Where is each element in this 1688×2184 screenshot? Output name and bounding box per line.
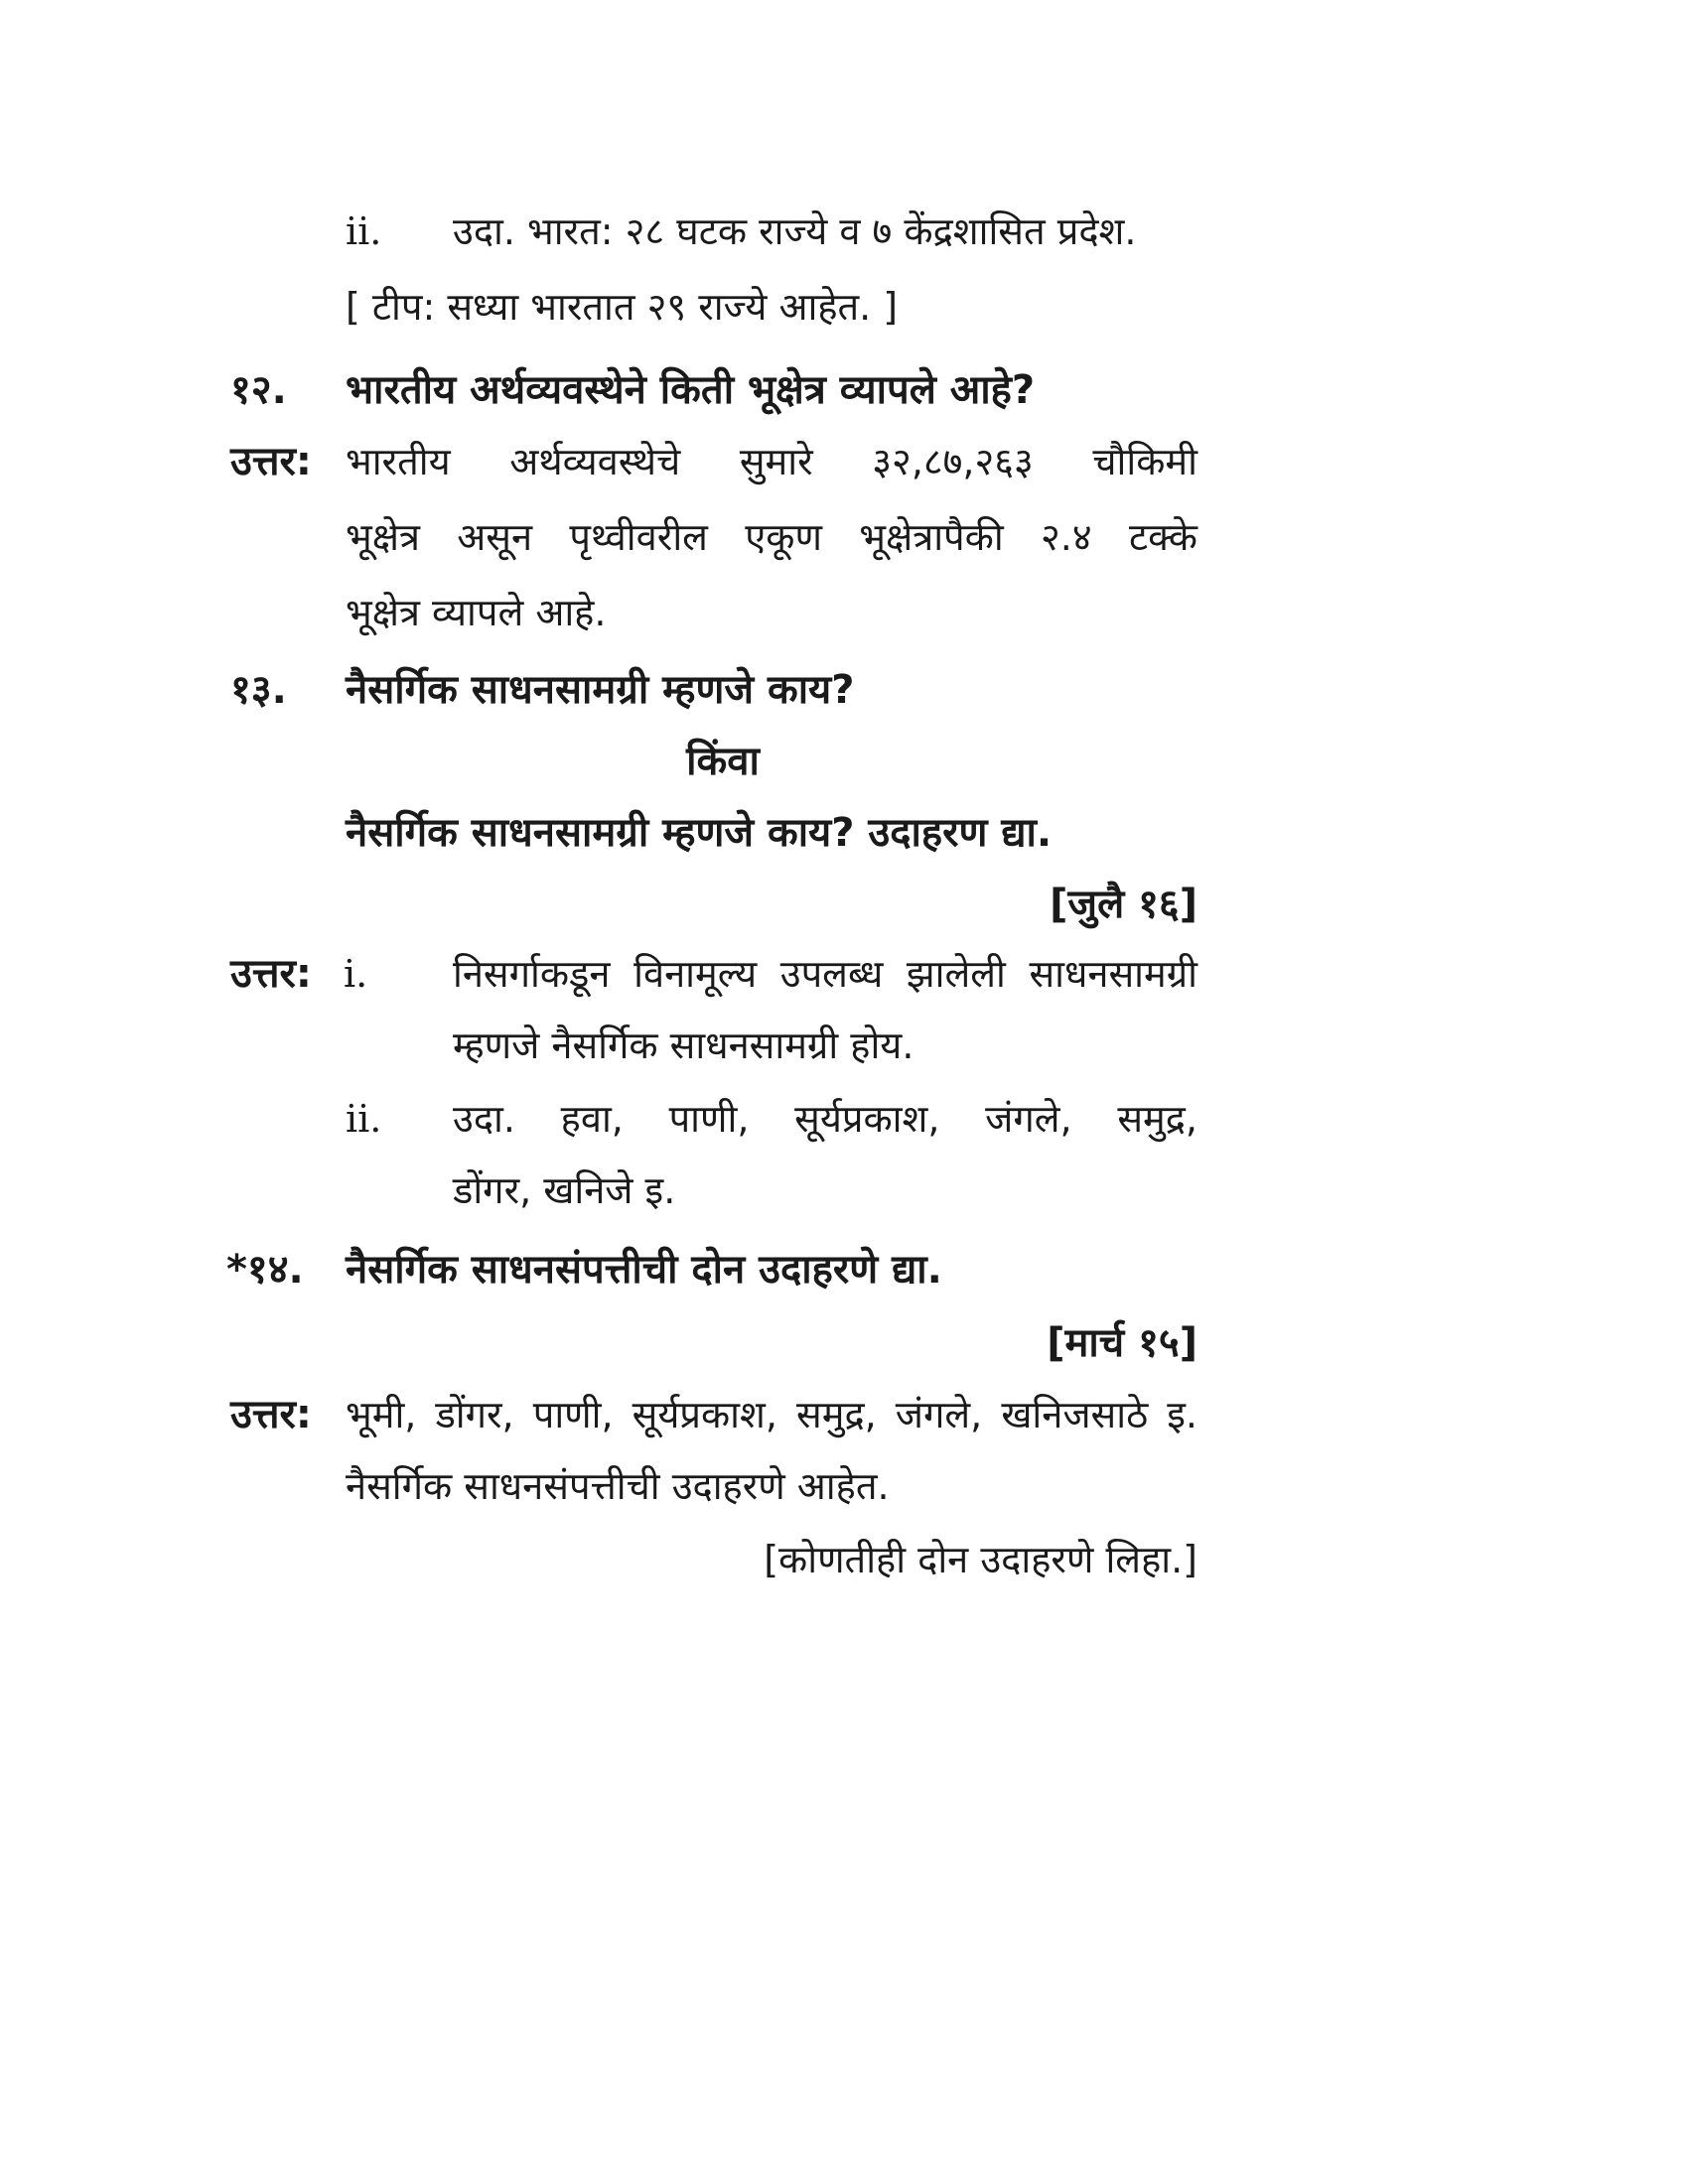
alt-question-text: नैसर्गिक साधनसामग्री म्हणजे काय? उदाहरण द्या. <box>346 810 1053 856</box>
list-marker: ii. <box>346 209 382 253</box>
answer-line: भूमी, डोंगर, पाणी, सूर्यप्रकाश, समुद्र, जंगले, खनिजसाठे इ. <box>346 1393 1197 1436</box>
answer-label: उत्तर: <box>230 951 312 997</box>
note-text: [कोणतीही दोन उदाहरणे लिहा.] <box>764 1538 1197 1581</box>
exam-reference: [मार्च १५] <box>1047 1320 1197 1366</box>
note-text: [ टीप: सध्या भारतात २९ राज्ये आहेत. ] <box>346 285 899 329</box>
question-text: नैसर्गिक साधनसामग्री म्हणजे काय? <box>346 667 855 713</box>
answer-line: भूक्षेत्र असून पृथ्वीवरील एकूण भूक्षेत्रापैकी २.४ टक्के <box>346 515 1197 559</box>
answer-line: म्हणजे नैसर्गिक साधनसामग्री होय. <box>453 1024 914 1067</box>
question-number: १२. <box>230 367 287 413</box>
question-number: *१४. <box>226 1247 304 1293</box>
answer-line: भूक्षेत्र व्यापले आहे. <box>346 591 607 634</box>
question-number: १३. <box>230 667 287 713</box>
answer-label: उत्तर: <box>230 1392 312 1437</box>
exam-reference: [जुलै १६] <box>1050 882 1197 927</box>
answer-label: उत्तर: <box>230 439 312 484</box>
answer-line: भारतीय अर्थव्यवस्थेचे सुमारे ३२,८७,२६३ चौकिमी <box>346 440 1197 483</box>
answer-line: डोंगर, खनिजे इ. <box>453 1168 676 1212</box>
answer-line: उदा. हवा, पाणी, सूर्यप्रकाश, जंगले, समुद्र, <box>453 1097 1197 1141</box>
list-marker: ii. <box>346 1097 382 1141</box>
question-text: नैसर्गिक साधनसंपत्तीची दोन उदाहरणे द्या. <box>346 1247 942 1293</box>
or-separator: किंवा <box>686 739 760 784</box>
answer-line: नैसर्गिक साधनसंपत्तीची उदाहरणे आहेत. <box>346 1464 890 1508</box>
answer-line: निसर्गाकडून विनामूल्य उपलब्ध झालेली साधनसामग्री <box>453 952 1197 996</box>
list-item-text: उदा. भारत: २८ घटक राज्ये व ७ केंद्रशासित प्रदेश. <box>453 209 1137 253</box>
list-marker: i. <box>344 952 368 996</box>
question-text: भारतीय अर्थव्यवस्थेने किती भूक्षेत्र व्यापले आहे? <box>346 367 1036 413</box>
